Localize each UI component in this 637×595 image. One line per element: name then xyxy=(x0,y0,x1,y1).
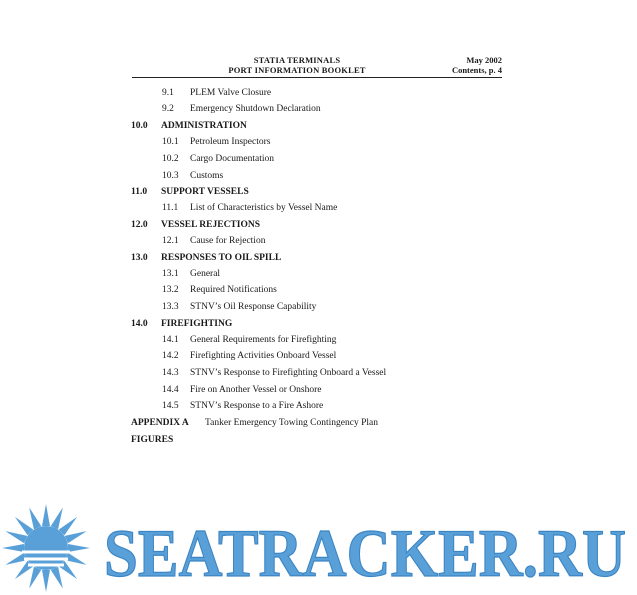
toc-number: 9.2 xyxy=(162,104,174,114)
toc-title: ADMINISTRATION xyxy=(161,121,247,131)
toc-entry[interactable] xyxy=(162,384,322,396)
toc-entry[interactable] xyxy=(162,87,271,99)
toc-number: 9.1 xyxy=(162,88,174,98)
toc-number: 13.3 xyxy=(162,302,179,312)
document-date: May 2002 xyxy=(466,55,502,65)
toc-entry[interactable] xyxy=(162,153,274,165)
toc-title: General Requirements for Firefighting xyxy=(190,335,337,345)
title-line-1: STATIA TERMINALS xyxy=(253,55,341,65)
toc-title: STNV’s Response to Firefighting Onboard a Vessel xyxy=(190,368,387,378)
toc-appendix[interactable] xyxy=(131,417,378,429)
toc-number: 11.0 xyxy=(131,187,148,197)
toc-section[interactable] xyxy=(131,120,247,132)
toc-entry[interactable] xyxy=(162,367,386,379)
toc-section[interactable] xyxy=(131,186,249,198)
toc-entry[interactable] xyxy=(162,400,323,412)
toc-number: 10.3 xyxy=(162,171,179,181)
toc-number: 10.2 xyxy=(162,154,179,164)
toc-number: 14.4 xyxy=(162,385,179,395)
page-meta xyxy=(452,55,502,75)
toc-number: 12.0 xyxy=(131,220,148,230)
toc-section[interactable] xyxy=(131,318,232,330)
toc-entry[interactable] xyxy=(162,284,277,296)
toc-entry[interactable] xyxy=(162,136,270,148)
toc-title: List of Characteristics by Vessel Name xyxy=(190,203,338,213)
toc-entry[interactable] xyxy=(162,268,220,280)
sun-logo-icon xyxy=(2,504,90,592)
toc-entry[interactable] xyxy=(162,301,316,313)
toc-title: General xyxy=(190,269,221,279)
toc-entry[interactable] xyxy=(162,202,337,214)
toc-title: FIREFIGHTING xyxy=(161,319,233,329)
toc-number: 14.5 xyxy=(162,401,179,411)
toc-number: 13.0 xyxy=(131,253,148,263)
page-header xyxy=(0,55,637,79)
toc-title: Petroleum Inspectors xyxy=(190,137,271,147)
toc-section[interactable] xyxy=(131,219,260,231)
toc-number: 13.2 xyxy=(162,285,179,295)
document-title xyxy=(212,55,382,75)
toc-entry[interactable] xyxy=(162,235,265,247)
toc-title: Firefighting Activities Onboard Vessel xyxy=(190,351,337,361)
toc-title: Cargo Documentation xyxy=(190,154,274,164)
appendix-label: APPENDIX A xyxy=(131,418,189,428)
toc-title: SUPPORT VESSELS xyxy=(161,187,249,197)
toc-entry[interactable] xyxy=(162,103,321,115)
toc-title: RESPONSES TO OIL SPILL xyxy=(161,253,282,263)
toc-number: 10.0 xyxy=(131,121,148,131)
toc-title: VESSEL REJECTIONS xyxy=(161,220,260,230)
toc-title: STNV’s Oil Response Capability xyxy=(190,302,317,312)
toc-number: 12.1 xyxy=(162,236,179,246)
appendix-title: Tanker Emergency Towing Contingency Plan xyxy=(205,418,378,428)
title-line-2: PORT INFORMATION BOOKLET xyxy=(228,65,366,75)
toc-number: 13.1 xyxy=(162,269,179,279)
toc-number: 14.0 xyxy=(131,319,148,329)
watermark xyxy=(0,500,637,595)
toc-figures[interactable]: FIGURES xyxy=(131,435,174,445)
toc-number: 14.3 xyxy=(162,368,179,378)
toc-title: Emergency Shutdown Declaration xyxy=(190,104,321,114)
toc-number: 14.1 xyxy=(162,335,179,345)
page-number: Contents, p. 4 xyxy=(451,65,502,75)
toc-entry[interactable] xyxy=(162,350,336,362)
toc-title: Cause for Rejection xyxy=(190,236,266,246)
watermark-text: SEATRACKER.RU xyxy=(104,515,626,591)
toc-title: Customs xyxy=(190,171,224,181)
toc-section[interactable] xyxy=(131,252,281,264)
toc-title: PLEM Valve Closure xyxy=(190,88,272,98)
toc-entry[interactable] xyxy=(162,334,336,346)
toc-number: 10.1 xyxy=(162,137,179,147)
toc-title: STNV’s Response to a Fire Ashore xyxy=(190,401,324,411)
toc-title: Required Notifications xyxy=(190,285,277,295)
toc-title: Fire on Another Vessel or Onshore xyxy=(190,385,322,395)
toc-entry[interactable] xyxy=(162,170,223,182)
header-rule xyxy=(132,77,502,78)
toc-number: 14.2 xyxy=(162,351,179,361)
toc-number: 11.1 xyxy=(162,203,179,213)
